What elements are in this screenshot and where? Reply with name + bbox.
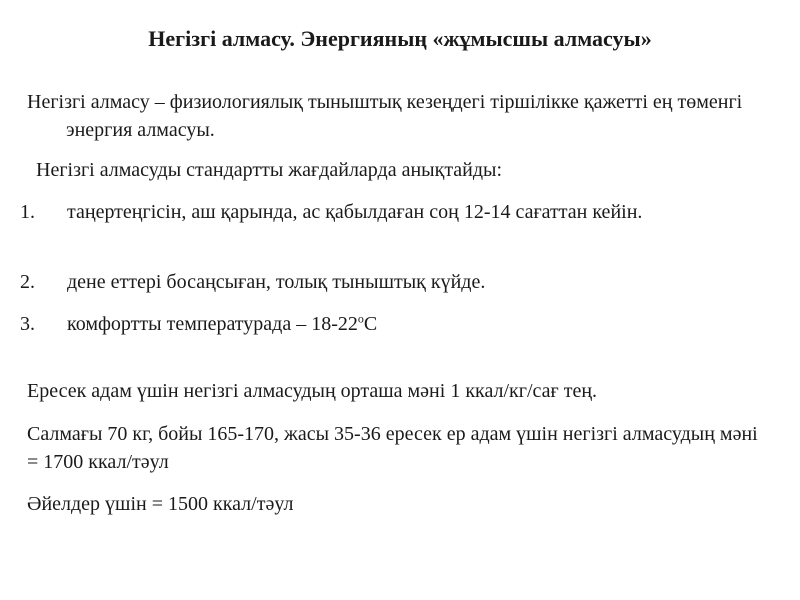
condition-item-1 (20, 198, 770, 226)
condition-number-2: 2. (20, 271, 35, 293)
condition-item-2 (20, 268, 770, 296)
condition-text-3-main: комфортты температурада – 18-22 (67, 313, 358, 335)
degree-superscript: о (357, 311, 364, 326)
male-example-paragraph: Салмағы 70 кг, бойы 165-170, жасы 35-36 ересек ер адам үшін негізгі алмасудың мәні = 1700 ккал/тәул (27, 423, 758, 473)
condition-text-1: таңертеңгісін, аш қарында, ас қабылдаған соң 12-14 сағаттан кейін. (67, 201, 643, 223)
conditions-intro: Негізгі алмасуды стандартты жағдайларда анықтайды: (36, 159, 503, 181)
celsius-unit: С (363, 313, 378, 335)
condition-number-3: 3. (20, 313, 35, 335)
condition-number-1: 1. (20, 201, 35, 223)
condition-text-3 (67, 310, 770, 338)
female-example-paragraph: Әйелдер үшін = 1500 ккал/тәул (27, 493, 294, 515)
condition-item-3 (20, 310, 770, 338)
average-value-paragraph: Ересек адам үшін негізгі алмасудың орташа мәні 1 ккал/кг/сағ тең. (27, 380, 598, 402)
definition-paragraph: Негізгі алмасу – физиологиялық тыныштық кезеңдегі тіршілікке қажетті ең төменгі энергия алмасуы. (27, 91, 743, 141)
condition-text-2: дене еттері босаңсыған, толық тыныштық күйде. (67, 271, 486, 293)
slide-title: Негізгі алмасу. Энергияның «жұмысшы алмасуы» (148, 26, 652, 51)
